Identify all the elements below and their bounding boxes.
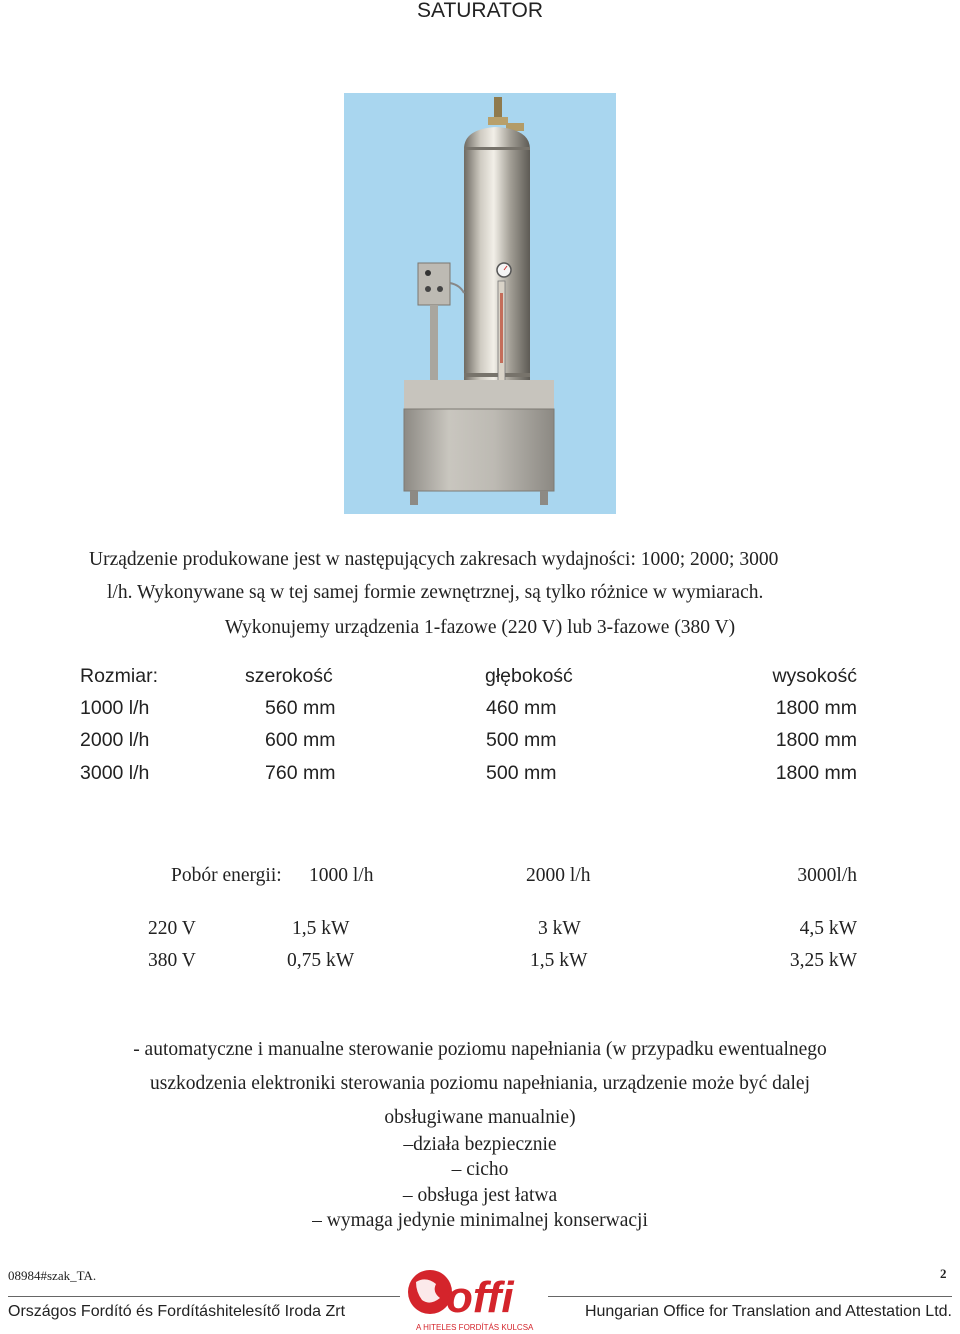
size-row-2-capacity: 2000 l/h (80, 729, 150, 751)
feature-line-4: –działa bezpiecznie (403, 1134, 557, 1155)
size-row-3-capacity: 3000 l/h (80, 762, 150, 784)
power-row-2-1000: 0,75 kW (287, 950, 355, 971)
power-label: Pobór energii: (171, 865, 282, 886)
feature-line-3: obsługiwane manualnie) (384, 1107, 576, 1128)
size-row-2-depth: 500 mm (486, 729, 557, 751)
size-header-depth: głębokość (485, 665, 573, 687)
feature-line-6: – obsługa jest łatwa (402, 1185, 558, 1206)
size-row-3-height: 1800 mm (775, 762, 857, 784)
footer-company-en: Hungarian Office for Translation and Attestation Ltd. (584, 1303, 952, 1320)
feature-line-7: – wymaga jedynie minimalnej konserwacji (312, 1210, 648, 1231)
size-row-1-width: 560 mm (265, 697, 336, 719)
size-row-3-width: 760 mm (265, 762, 336, 784)
size-header-width: szerokość (245, 665, 333, 687)
size-row-1-height: 1800 mm (775, 697, 857, 719)
offi-logo (402, 1262, 542, 1334)
size-row-1-capacity: 1000 l/h (80, 697, 150, 719)
document-id: 08984#szak_TA. (8, 1268, 97, 1283)
power-row-2-voltage: 380 V (148, 950, 196, 971)
footer-rule-right (548, 1296, 952, 1297)
intro-line-1: Urządzenie produkowane jest w następujących zakresach wydajności: 1000; 2000; 3000 (89, 549, 779, 570)
power-header-1000: 1000 l/h (309, 865, 374, 886)
power-header-3000: 3000l/h (797, 865, 857, 886)
size-header-height: wysokość (772, 665, 857, 687)
power-row-1-3000: 4,5 kW (799, 918, 857, 939)
saturator-photo (344, 93, 616, 514)
power-row-2-2000: 1,5 kW (530, 950, 588, 971)
power-row-1-2000: 3 kW (538, 918, 581, 939)
size-header-size: Rozmiar: (80, 665, 159, 687)
intro-line-2: l/h. Wykonywane są w tej samej formie zewnętrznej, są tylko różnice w wymiarach. (107, 582, 764, 603)
footer-rule-left (8, 1296, 400, 1297)
feature-line-1: - automatyczne i manualne sterowanie poziomu napełniania (w przypadku ewentualnego (133, 1039, 827, 1060)
intro-line-3: Wykonujemy urządzenia 1-fazowe (220 V) lub 3-fazowe (380 V) (224, 617, 736, 638)
power-row-1-voltage: 220 V (148, 918, 196, 939)
size-row-2-width: 600 mm (265, 729, 336, 751)
size-row-2-height: 1800 mm (775, 729, 857, 751)
feature-line-2: uszkodzenia elektroniki sterowania poziomu napełniania, urządzenie może być dalej (149, 1073, 811, 1094)
size-row-1-depth: 460 mm (486, 697, 557, 719)
power-row-2-3000: 3,25 kW (789, 950, 857, 971)
logo-wordmark: offi (446, 1273, 514, 1322)
page-number: 2 (940, 1266, 947, 1281)
power-header-2000: 2000 l/h (526, 865, 591, 886)
feature-line-5: – cicho (451, 1159, 509, 1180)
power-row-1-1000: 1,5 kW (292, 918, 350, 939)
logo-tagline: A HITELES FORDÍTÁS KULCSA (416, 1323, 534, 1332)
page-title: SATURATOR (416, 0, 543, 22)
size-row-3-depth: 500 mm (486, 762, 557, 784)
footer-company-hu: Országos Fordító és Fordításhitelesítő Iroda Zrt (8, 1303, 346, 1320)
